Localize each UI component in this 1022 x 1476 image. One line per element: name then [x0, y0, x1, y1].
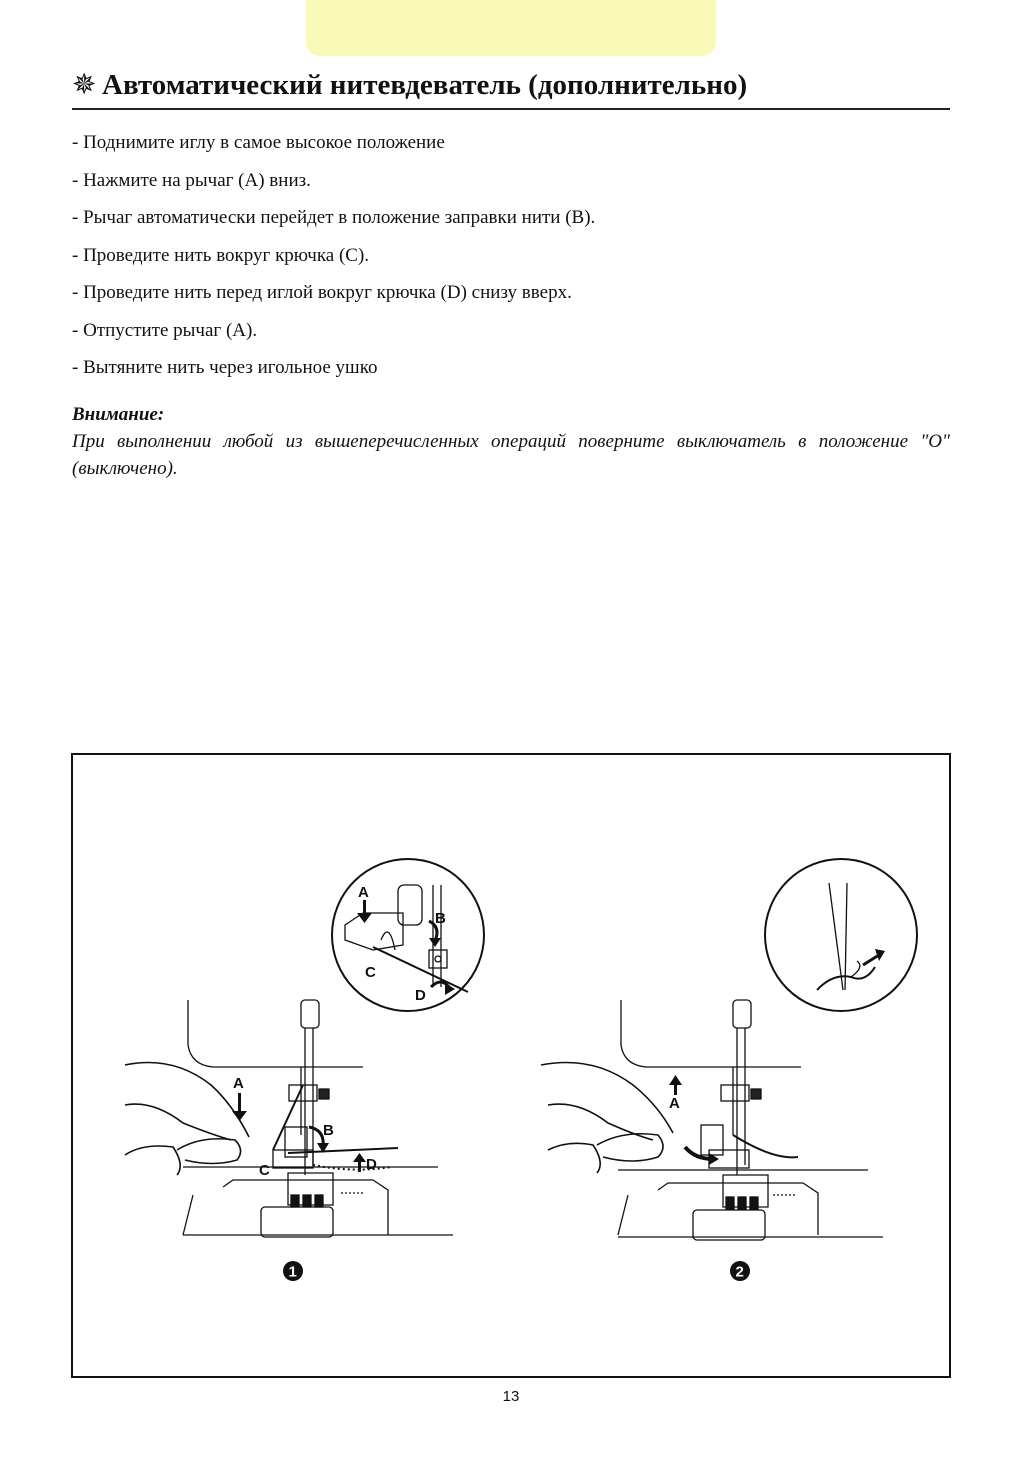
page-title [72, 64, 950, 106]
step-item: - Проведите нить вокруг крючка (С). [72, 244, 370, 266]
page-number: 13 [502, 1388, 520, 1405]
figure-1-machine [125, 1000, 453, 1237]
fig1-label-d: D [366, 1156, 377, 1173]
fig1-inset-label-d: D [415, 987, 426, 1004]
figure-2-detail-inset [765, 859, 917, 1011]
step-item: - Рычаг автоматически перейдет в положение заправки нити (В). [72, 207, 596, 228]
warning-heading: Внимание: [72, 404, 165, 425]
figure-1-arrows [232, 1093, 366, 1172]
fig1-label-b: B [323, 1122, 334, 1139]
step-item: - Поднимите иглу в самое высокое положение [72, 132, 445, 153]
figure-2-inset-arrow [863, 949, 885, 965]
illustration-frame [71, 753, 951, 1378]
fig2-label-a: A [669, 1095, 680, 1112]
figure-1-detail-inset [332, 859, 484, 1011]
figure-2-machine [541, 1000, 883, 1240]
warning-text: При выполнении любой из вышеперечисленных операций поверните выключатель в положение "O" (выключено). [72, 431, 950, 479]
fig1-inset-label-b: B [435, 910, 446, 927]
figure-2-arrows [669, 1075, 719, 1165]
figure-2-number: 2 [735, 1263, 744, 1281]
top-color-tab [306, 0, 716, 56]
steps-list [72, 124, 950, 387]
fig1-inset-label-a: A [358, 884, 369, 901]
fig1-label-c: C [259, 1162, 270, 1179]
fig1-inset-label-c: C [365, 964, 376, 981]
step-item: - Вытяните нить через игольное ушко [72, 357, 378, 378]
fig1-label-a: A [233, 1075, 244, 1092]
title-rule [72, 108, 950, 110]
warning-note [72, 402, 950, 482]
star-bullet-icon: ✵ [72, 69, 97, 101]
threading-illustration [73, 755, 949, 1376]
step-item: - Отпустите рычаг (А). [72, 319, 258, 341]
figure-1-number: 1 [288, 1263, 297, 1281]
step-item: - Нажмите на рычаг (А) вниз. [72, 169, 311, 191]
step-item: - Проведите нить перед иглой вокруг крючка (D) снизу вверх. [72, 282, 572, 303]
page-title-text: Автоматический нитевдеватель (дополнительно) [102, 69, 748, 101]
